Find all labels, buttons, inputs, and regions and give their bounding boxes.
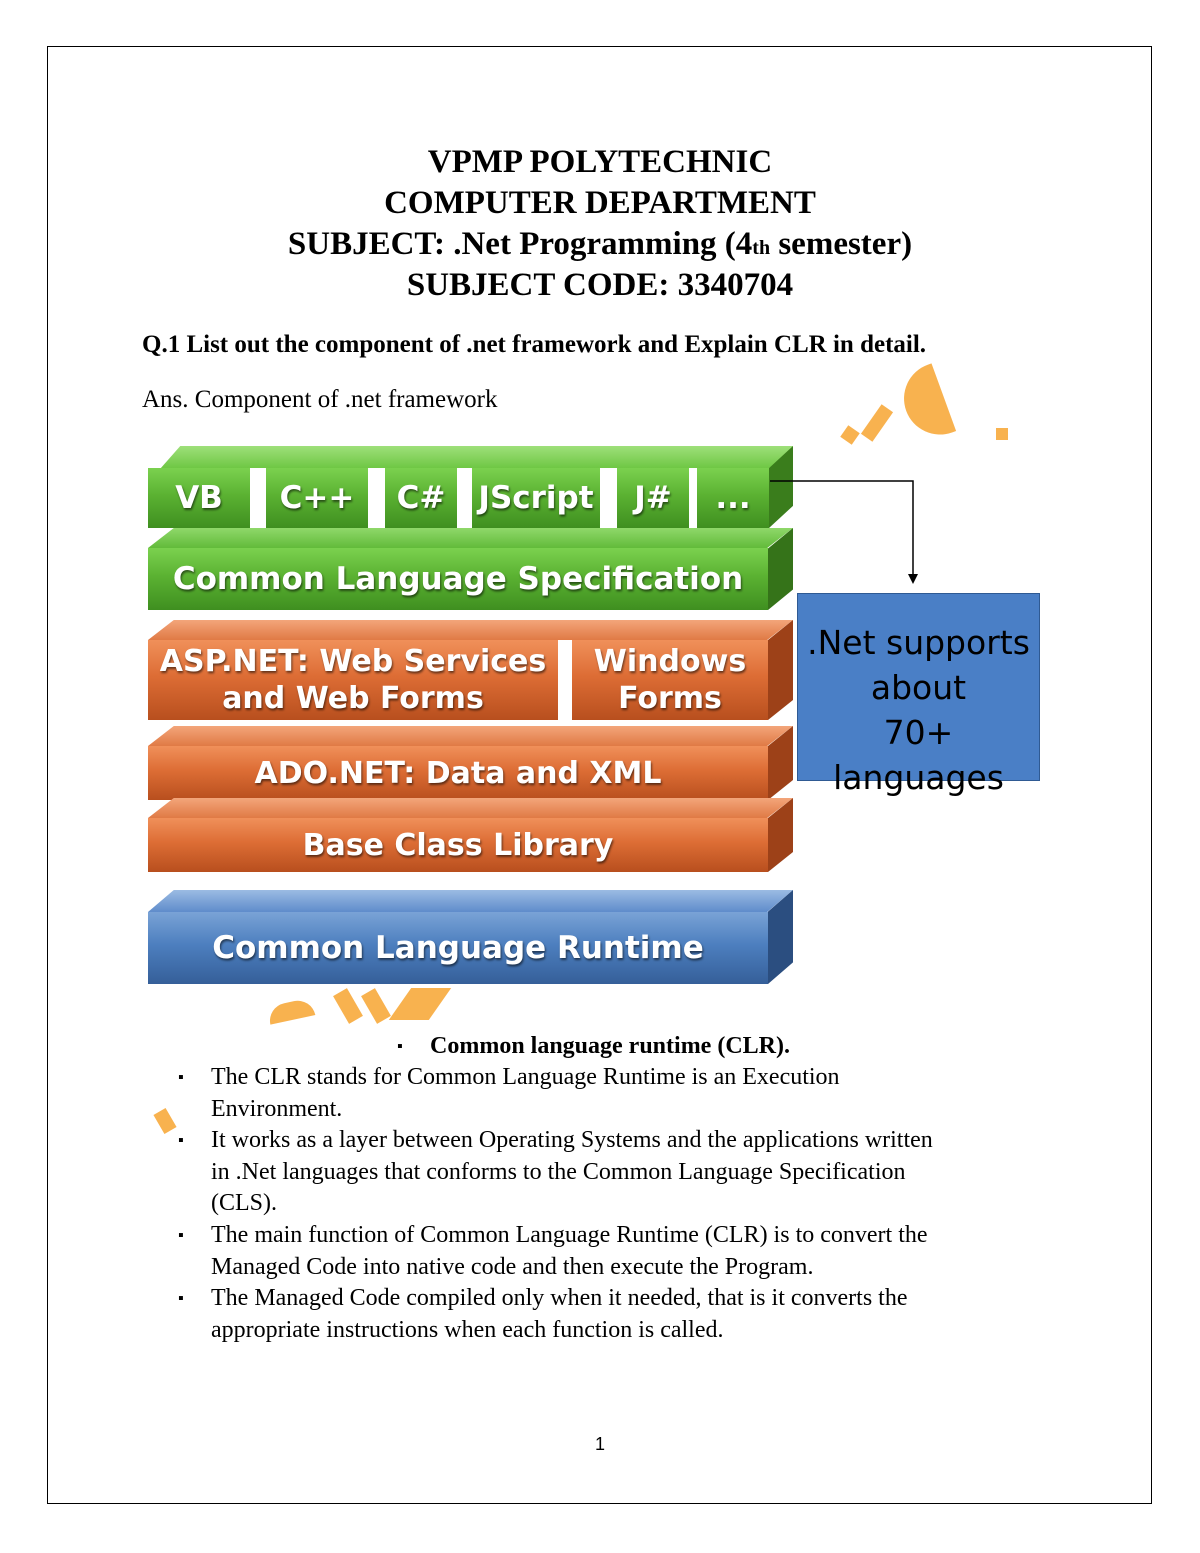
bullet-line: The main function of Common Language Runtime (CLR) is to convert the — [211, 1222, 928, 1248]
adonet-top-face — [148, 726, 793, 746]
languages-note-box — [797, 593, 1040, 797]
lang-block: JScript — [472, 468, 600, 528]
bullet-line: (CLS). — [211, 1190, 277, 1216]
bullet-line: appropriate instructions when each function is called. — [211, 1316, 724, 1343]
lang-block: VB — [148, 468, 250, 528]
winforms-line2: Forms — [618, 681, 722, 716]
bullet-line: Managed Code into native code and then execute the Program. — [211, 1253, 814, 1280]
question-text: Q.1 List out the component of .net framework and Explain CLR in detail. — [142, 331, 927, 358]
winforms-layer — [572, 640, 768, 720]
bullet-line: Environment. — [211, 1095, 343, 1122]
bullet-marker: ▪ — [178, 1290, 184, 1307]
lang-block: J# — [617, 468, 689, 528]
clr-heading-text: Common language runtime (CLR). — [430, 1033, 790, 1059]
lang-block: ... — [697, 468, 769, 528]
subject-code: SUBJECT CODE: 3340704 — [406, 267, 794, 303]
subject-superscript: th — [752, 237, 771, 259]
aspnet-top-face — [148, 620, 793, 640]
bcl-top-face — [148, 798, 793, 818]
bullet-line: It works as a layer between Operating Systems and the applications written — [211, 1127, 933, 1153]
department-title: COMPUTER DEPARTMENT — [384, 185, 816, 221]
subject-semester: semester) — [770, 226, 913, 262]
bullet-line: in .Net languages that conforms to the Common Language Specification — [211, 1158, 906, 1185]
lang-row-top-face — [148, 446, 793, 468]
note-line2: about — [870, 668, 967, 707]
aspnet-line1: ASP.NET: Web Services — [159, 644, 547, 679]
bullet-item — [178, 1062, 840, 1125]
aspnet-line2: and Web Forms — [222, 681, 484, 716]
bcl-layer: Base Class Library — [148, 818, 768, 872]
page-number: 1 — [594, 1434, 605, 1454]
bullet-item — [178, 1125, 933, 1220]
clr-top-face — [148, 890, 793, 912]
cls-top-face — [148, 528, 793, 548]
institute-title: VPMP POLYTECHNIC — [427, 144, 773, 180]
connector-arrow — [760, 470, 930, 590]
bullet-item — [178, 1220, 928, 1283]
answer-intro: Ans. Component of .net framework — [142, 386, 498, 413]
winforms-line1: Windows — [593, 644, 747, 679]
clr-layer: Common Language Runtime — [148, 912, 768, 984]
bullet-marker: ▪ — [397, 1038, 403, 1055]
bullet-item — [178, 1283, 908, 1346]
note-line1: .Net supports — [807, 623, 1030, 662]
lang-block: C# — [385, 468, 457, 528]
subject-title — [0, 224, 1200, 269]
adonet-layer: ADO.NET: Data and XML — [148, 746, 768, 800]
aspnet-layer — [148, 640, 558, 720]
bullet-marker: ▪ — [178, 1227, 184, 1244]
bullet-line: The Managed Code compiled only when it needed, that is it converts the — [211, 1285, 908, 1311]
cls-layer: Common Language Specification — [148, 548, 768, 610]
bullet-line: The CLR stands for Common Language Runtime is an Execution — [211, 1064, 840, 1090]
clr-heading — [397, 1031, 790, 1063]
lang-block: C++ — [266, 468, 368, 528]
bullet-marker: ▪ — [178, 1069, 184, 1086]
subject-text: SUBJECT: .Net Programming (4 — [287, 226, 753, 262]
bullet-marker: ▪ — [178, 1132, 184, 1149]
note-line3: 70+ languages — [833, 713, 1004, 797]
